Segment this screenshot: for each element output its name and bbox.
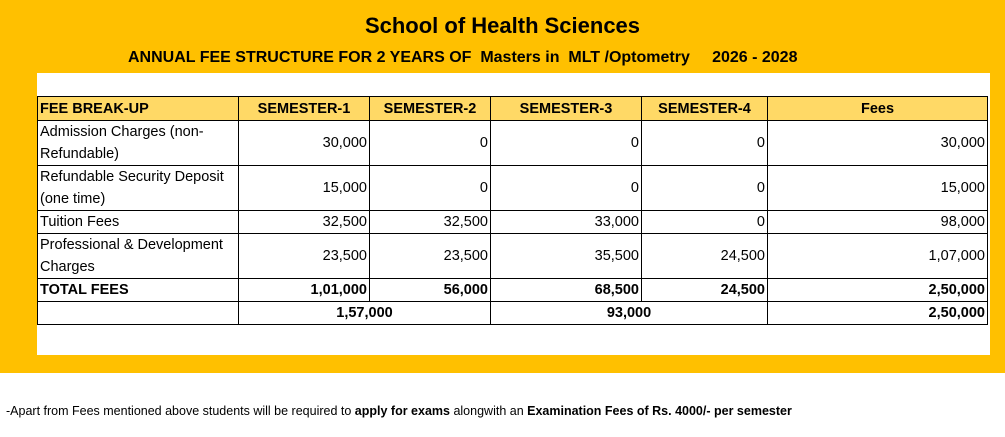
row-label: Admission Charges (non-Refundable) [38,121,239,166]
table-cell: 1,07,000 [768,234,988,279]
row-label: Refundable Security Deposit (one time) [38,166,239,211]
total-fees-row [38,279,988,302]
table-cell: 23,500 [239,234,370,279]
table-cell: 1,01,000 [239,279,370,302]
table-row [38,121,988,166]
table-cell: 0 [491,166,642,211]
year-2-total: 93,000 [491,302,768,325]
table-row [38,211,988,234]
table-cell: 0 [642,211,768,234]
page-subtitle: ANNUAL FEE STRUCTURE FOR 2 YEARS OF Masters in MLT /Optometry 2026 - 2028 [128,49,798,66]
table-cell: 23,500 [370,234,491,279]
column-header: SEMESTER-3 [491,97,642,121]
table-cell: 15,000 [239,166,370,211]
column-header: SEMESTER-4 [642,97,768,121]
fee-table [37,96,988,325]
row-label: TOTAL FEES [38,279,239,302]
grand-total: 2,50,000 [768,302,988,325]
table-cell: 98,000 [768,211,988,234]
table-cell: 33,000 [491,211,642,234]
column-header: SEMESTER-1 [239,97,370,121]
table-cell: 30,000 [239,121,370,166]
column-header: Fees [768,97,988,121]
table-header-row [38,97,988,121]
table-cell: 2,50,000 [768,279,988,302]
table-cell: 0 [370,166,491,211]
column-header: FEE BREAK-UP [38,97,239,121]
exam-fee-note [6,404,792,418]
table-cell: 24,500 [642,279,768,302]
column-header: SEMESTER-2 [370,97,491,121]
table-row [38,234,988,279]
table-cell: 35,500 [491,234,642,279]
page-title: School of Health Sciences [364,13,641,38]
table-cell: 0 [370,121,491,166]
row-label: Professional & Development Charges [38,234,239,279]
table-row [38,166,988,211]
row-label: Tuition Fees [38,211,239,234]
table-cell: 68,500 [491,279,642,302]
table-cell: 0 [491,121,642,166]
table-cell: 15,000 [768,166,988,211]
table-cell: 0 [642,121,768,166]
table-cell: 56,000 [370,279,491,302]
note-bold: apply for exams [354,404,450,418]
table-cell: 32,500 [239,211,370,234]
table-cell: 30,000 [768,121,988,166]
table-cell: 32,500 [370,211,491,234]
note-bold: Examination Fees of Rs. 4000/- per semester [527,404,792,418]
empty-cell [38,302,239,325]
note-text: -Apart from Fees mentioned above students will be required to [6,404,355,418]
yearly-total-row [38,302,988,325]
table-cell: 0 [642,166,768,211]
table-cell: 24,500 [642,234,768,279]
year-1-total: 1,57,000 [239,302,491,325]
note-text: alongwith an [449,404,528,418]
